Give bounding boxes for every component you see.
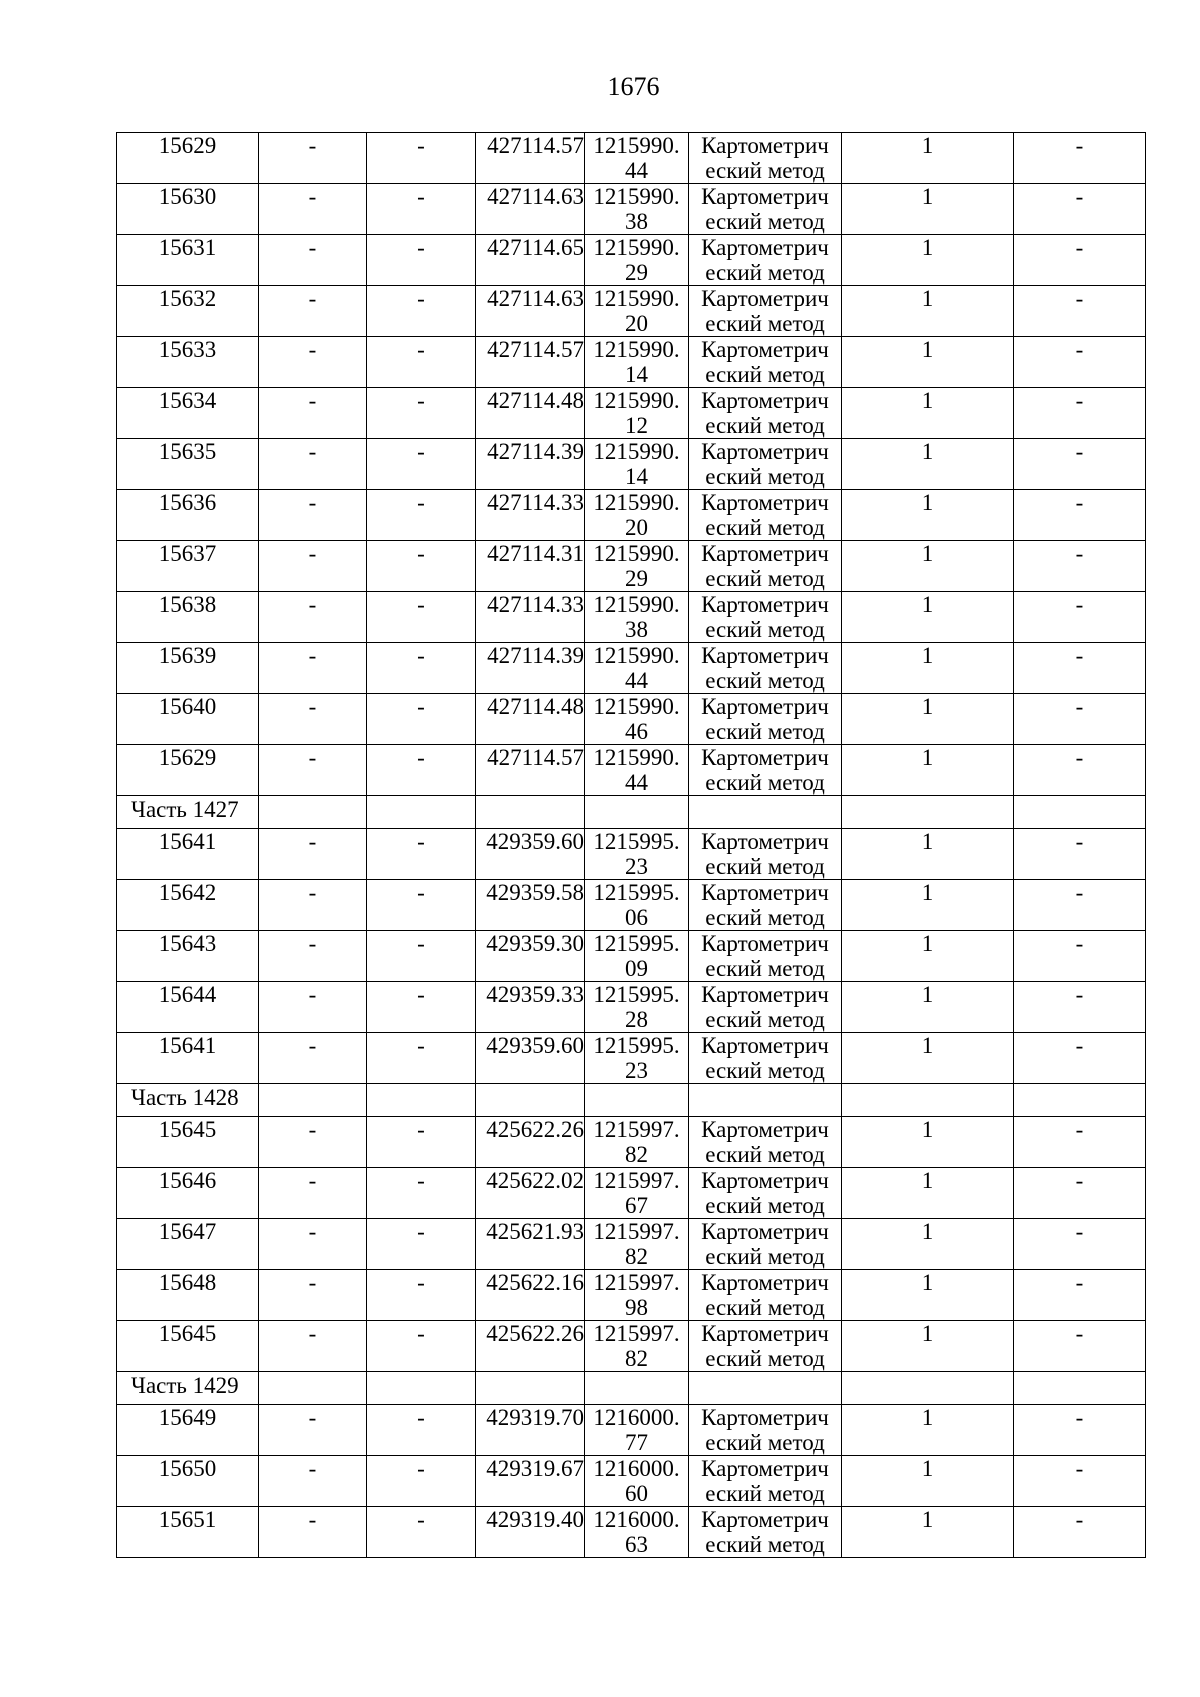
x-coordinate-cell: 427114.39 bbox=[476, 439, 585, 490]
y-coordinate-cell: 1215990. 12 bbox=[585, 388, 689, 439]
note-cell: - bbox=[1014, 931, 1146, 982]
empty-cell bbox=[842, 1084, 1014, 1117]
table-row bbox=[117, 490, 1146, 541]
point-number-cell: 15645 bbox=[117, 1321, 259, 1372]
dash-cell: - bbox=[367, 1219, 476, 1270]
point-number-cell: 15649 bbox=[117, 1405, 259, 1456]
table-row bbox=[117, 388, 1146, 439]
dash-cell: - bbox=[367, 184, 476, 235]
y-coordinate-cell: 1215990. 44 bbox=[585, 133, 689, 184]
accuracy-cell: 1 bbox=[842, 1033, 1014, 1084]
accuracy-cell: 1 bbox=[842, 1321, 1014, 1372]
x-coordinate-cell: 429319.70 bbox=[476, 1405, 585, 1456]
dash-cell: - bbox=[367, 541, 476, 592]
point-number-cell: 15632 bbox=[117, 286, 259, 337]
accuracy-cell: 1 bbox=[842, 337, 1014, 388]
accuracy-cell: 1 bbox=[842, 541, 1014, 592]
note-cell: - bbox=[1014, 694, 1146, 745]
dash-cell: - bbox=[259, 592, 367, 643]
accuracy-cell: 1 bbox=[842, 439, 1014, 490]
y-coordinate-cell: 1215995. 28 bbox=[585, 982, 689, 1033]
y-coordinate-cell: 1215997. 98 bbox=[585, 1270, 689, 1321]
x-coordinate-cell: 427114.48 bbox=[476, 694, 585, 745]
accuracy-cell: 1 bbox=[842, 133, 1014, 184]
page-number: 1676 bbox=[607, 72, 660, 101]
table-row bbox=[117, 880, 1146, 931]
method-cell: Картометрич еский метод bbox=[689, 133, 842, 184]
x-coordinate-cell: 427114.48 bbox=[476, 388, 585, 439]
empty-cell bbox=[476, 1372, 585, 1405]
method-cell: Картометрич еский метод bbox=[689, 745, 842, 796]
empty-cell bbox=[689, 1084, 842, 1117]
point-number-cell: 15646 bbox=[117, 1168, 259, 1219]
note-cell: - bbox=[1014, 1507, 1146, 1558]
dash-cell: - bbox=[259, 1405, 367, 1456]
point-number-cell: 15629 bbox=[117, 745, 259, 796]
empty-cell bbox=[367, 1372, 476, 1405]
dash-cell: - bbox=[259, 1219, 367, 1270]
part-label: Часть 1427 bbox=[117, 796, 259, 829]
y-coordinate-cell: 1215997. 67 bbox=[585, 1168, 689, 1219]
dash-cell: - bbox=[259, 1507, 367, 1558]
x-coordinate-cell: 427114.33 bbox=[476, 592, 585, 643]
note-cell: - bbox=[1014, 1321, 1146, 1372]
note-cell: - bbox=[1014, 745, 1146, 796]
note-cell: - bbox=[1014, 1033, 1146, 1084]
y-coordinate-cell: 1215995. 09 bbox=[585, 931, 689, 982]
x-coordinate-cell: 425622.26 bbox=[476, 1117, 585, 1168]
empty-cell bbox=[1014, 796, 1146, 829]
table-row bbox=[117, 1168, 1146, 1219]
note-cell: - bbox=[1014, 1219, 1146, 1270]
dash-cell: - bbox=[259, 1168, 367, 1219]
empty-cell bbox=[585, 1372, 689, 1405]
dash-cell: - bbox=[367, 1507, 476, 1558]
point-number-cell: 15636 bbox=[117, 490, 259, 541]
table-row bbox=[117, 439, 1146, 490]
table-row bbox=[117, 1456, 1146, 1507]
point-number-cell: 15647 bbox=[117, 1219, 259, 1270]
x-coordinate-cell: 425622.26 bbox=[476, 1321, 585, 1372]
table-row bbox=[117, 1507, 1146, 1558]
point-number-cell: 15645 bbox=[117, 1117, 259, 1168]
dash-cell: - bbox=[367, 1270, 476, 1321]
accuracy-cell: 1 bbox=[842, 1219, 1014, 1270]
method-cell: Картометрич еский метод bbox=[689, 541, 842, 592]
y-coordinate-cell: 1215990. 29 bbox=[585, 235, 689, 286]
dash-cell: - bbox=[259, 745, 367, 796]
accuracy-cell: 1 bbox=[842, 1270, 1014, 1321]
note-cell: - bbox=[1014, 184, 1146, 235]
accuracy-cell: 1 bbox=[842, 490, 1014, 541]
y-coordinate-cell: 1215997. 82 bbox=[585, 1219, 689, 1270]
y-coordinate-cell: 1215990. 14 bbox=[585, 337, 689, 388]
x-coordinate-cell: 429359.58 bbox=[476, 880, 585, 931]
method-cell: Картометрич еский метод bbox=[689, 694, 842, 745]
empty-cell bbox=[689, 796, 842, 829]
x-coordinate-cell: 427114.39 bbox=[476, 643, 585, 694]
x-coordinate-cell: 427114.57 bbox=[476, 133, 585, 184]
x-coordinate-cell: 427114.63 bbox=[476, 184, 585, 235]
method-cell: Картометрич еский метод bbox=[689, 184, 842, 235]
x-coordinate-cell: 425622.16 bbox=[476, 1270, 585, 1321]
method-cell: Картометрич еский метод bbox=[689, 337, 842, 388]
method-cell: Картометрич еский метод bbox=[689, 1219, 842, 1270]
empty-cell bbox=[842, 1372, 1014, 1405]
y-coordinate-cell: 1215990. 20 bbox=[585, 286, 689, 337]
table-row bbox=[117, 745, 1146, 796]
dash-cell: - bbox=[367, 592, 476, 643]
accuracy-cell: 1 bbox=[842, 1405, 1014, 1456]
empty-cell bbox=[367, 796, 476, 829]
accuracy-cell: 1 bbox=[842, 592, 1014, 643]
note-cell: - bbox=[1014, 1270, 1146, 1321]
point-number-cell: 15639 bbox=[117, 643, 259, 694]
y-coordinate-cell: 1216000. 63 bbox=[585, 1507, 689, 1558]
method-cell: Картометрич еский метод bbox=[689, 1507, 842, 1558]
empty-cell bbox=[1014, 1372, 1146, 1405]
table-row bbox=[117, 1033, 1146, 1084]
x-coordinate-cell: 427114.33 bbox=[476, 490, 585, 541]
note-cell: - bbox=[1014, 829, 1146, 880]
empty-cell bbox=[842, 796, 1014, 829]
point-number-cell: 15630 bbox=[117, 184, 259, 235]
accuracy-cell: 1 bbox=[842, 931, 1014, 982]
dash-cell: - bbox=[259, 1270, 367, 1321]
note-cell: - bbox=[1014, 643, 1146, 694]
dash-cell: - bbox=[367, 982, 476, 1033]
dash-cell: - bbox=[259, 133, 367, 184]
y-coordinate-cell: 1215997. 82 bbox=[585, 1321, 689, 1372]
note-cell: - bbox=[1014, 133, 1146, 184]
part-label: Часть 1429 bbox=[117, 1372, 259, 1405]
accuracy-cell: 1 bbox=[842, 829, 1014, 880]
y-coordinate-cell: 1215995. 23 bbox=[585, 1033, 689, 1084]
accuracy-cell: 1 bbox=[842, 184, 1014, 235]
note-cell: - bbox=[1014, 286, 1146, 337]
part-row bbox=[117, 1084, 1146, 1117]
dash-cell: - bbox=[367, 1405, 476, 1456]
y-coordinate-cell: 1215990. 44 bbox=[585, 745, 689, 796]
point-number-cell: 15638 bbox=[117, 592, 259, 643]
y-coordinate-cell: 1215997. 82 bbox=[585, 1117, 689, 1168]
dash-cell: - bbox=[367, 1117, 476, 1168]
accuracy-cell: 1 bbox=[842, 1507, 1014, 1558]
note-cell: - bbox=[1014, 592, 1146, 643]
dash-cell: - bbox=[259, 1321, 367, 1372]
note-cell: - bbox=[1014, 982, 1146, 1033]
coordinates-table bbox=[116, 132, 1146, 1558]
dash-cell: - bbox=[259, 388, 367, 439]
y-coordinate-cell: 1216000. 77 bbox=[585, 1405, 689, 1456]
y-coordinate-cell: 1216000. 60 bbox=[585, 1456, 689, 1507]
dash-cell: - bbox=[367, 1456, 476, 1507]
dash-cell: - bbox=[367, 1033, 476, 1084]
dash-cell: - bbox=[259, 490, 367, 541]
dash-cell: - bbox=[259, 337, 367, 388]
dash-cell: - bbox=[259, 286, 367, 337]
table-row bbox=[117, 235, 1146, 286]
accuracy-cell: 1 bbox=[842, 235, 1014, 286]
dash-cell: - bbox=[259, 694, 367, 745]
table-row bbox=[117, 694, 1146, 745]
x-coordinate-cell: 429359.33 bbox=[476, 982, 585, 1033]
note-cell: - bbox=[1014, 1405, 1146, 1456]
x-coordinate-cell: 427114.65 bbox=[476, 235, 585, 286]
dash-cell: - bbox=[367, 1168, 476, 1219]
dash-cell: - bbox=[259, 931, 367, 982]
dash-cell: - bbox=[367, 490, 476, 541]
table-row bbox=[117, 337, 1146, 388]
dash-cell: - bbox=[259, 184, 367, 235]
accuracy-cell: 1 bbox=[842, 1168, 1014, 1219]
table-row bbox=[117, 592, 1146, 643]
method-cell: Картометрич еский метод bbox=[689, 829, 842, 880]
method-cell: Картометрич еский метод bbox=[689, 592, 842, 643]
dash-cell: - bbox=[259, 880, 367, 931]
table-row bbox=[117, 931, 1146, 982]
empty-cell bbox=[259, 796, 367, 829]
empty-cell bbox=[476, 1084, 585, 1117]
table-body bbox=[117, 133, 1146, 1558]
accuracy-cell: 1 bbox=[842, 388, 1014, 439]
point-number-cell: 15641 bbox=[117, 829, 259, 880]
table-row bbox=[117, 829, 1146, 880]
accuracy-cell: 1 bbox=[842, 286, 1014, 337]
dash-cell: - bbox=[367, 133, 476, 184]
part-label: Часть 1428 bbox=[117, 1084, 259, 1117]
empty-cell bbox=[476, 796, 585, 829]
note-cell: - bbox=[1014, 337, 1146, 388]
x-coordinate-cell: 425622.02 bbox=[476, 1168, 585, 1219]
part-row bbox=[117, 1372, 1146, 1405]
table-row bbox=[117, 541, 1146, 592]
x-coordinate-cell: 429319.40 bbox=[476, 1507, 585, 1558]
dash-cell: - bbox=[259, 643, 367, 694]
accuracy-cell: 1 bbox=[842, 643, 1014, 694]
point-number-cell: 15650 bbox=[117, 1456, 259, 1507]
note-cell: - bbox=[1014, 490, 1146, 541]
method-cell: Картометрич еский метод bbox=[689, 931, 842, 982]
method-cell: Картометрич еский метод bbox=[689, 490, 842, 541]
table-row bbox=[117, 982, 1146, 1033]
y-coordinate-cell: 1215990. 14 bbox=[585, 439, 689, 490]
table-row bbox=[117, 184, 1146, 235]
point-number-cell: 15635 bbox=[117, 439, 259, 490]
method-cell: Картометрич еский метод bbox=[689, 982, 842, 1033]
method-cell: Картометрич еский метод bbox=[689, 1321, 842, 1372]
part-row bbox=[117, 796, 1146, 829]
note-cell: - bbox=[1014, 388, 1146, 439]
dash-cell: - bbox=[367, 388, 476, 439]
point-number-cell: 15641 bbox=[117, 1033, 259, 1084]
method-cell: Картометрич еский метод bbox=[689, 880, 842, 931]
dash-cell: - bbox=[367, 235, 476, 286]
empty-cell bbox=[689, 1372, 842, 1405]
point-number-cell: 15637 bbox=[117, 541, 259, 592]
empty-cell bbox=[259, 1372, 367, 1405]
method-cell: Картометрич еский метод bbox=[689, 1456, 842, 1507]
method-cell: Картометрич еский метод bbox=[689, 235, 842, 286]
table-row bbox=[117, 1270, 1146, 1321]
empty-cell bbox=[585, 796, 689, 829]
x-coordinate-cell: 429359.30 bbox=[476, 931, 585, 982]
note-cell: - bbox=[1014, 1456, 1146, 1507]
empty-cell bbox=[259, 1084, 367, 1117]
point-number-cell: 15634 bbox=[117, 388, 259, 439]
dash-cell: - bbox=[259, 235, 367, 286]
empty-cell bbox=[367, 1084, 476, 1117]
table-row bbox=[117, 1321, 1146, 1372]
point-number-cell: 15643 bbox=[117, 931, 259, 982]
table-row bbox=[117, 1405, 1146, 1456]
dash-cell: - bbox=[367, 643, 476, 694]
x-coordinate-cell: 427114.31 bbox=[476, 541, 585, 592]
y-coordinate-cell: 1215990. 20 bbox=[585, 490, 689, 541]
method-cell: Картометрич еский метод bbox=[689, 643, 842, 694]
note-cell: - bbox=[1014, 1168, 1146, 1219]
y-coordinate-cell: 1215990. 46 bbox=[585, 694, 689, 745]
point-number-cell: 15644 bbox=[117, 982, 259, 1033]
note-cell: - bbox=[1014, 439, 1146, 490]
note-cell: - bbox=[1014, 880, 1146, 931]
y-coordinate-cell: 1215990. 38 bbox=[585, 592, 689, 643]
table-row bbox=[117, 286, 1146, 337]
method-cell: Картометрич еский метод bbox=[689, 1033, 842, 1084]
dash-cell: - bbox=[367, 1321, 476, 1372]
point-number-cell: 15633 bbox=[117, 337, 259, 388]
dash-cell: - bbox=[259, 439, 367, 490]
y-coordinate-cell: 1215990. 44 bbox=[585, 643, 689, 694]
dash-cell: - bbox=[367, 286, 476, 337]
dash-cell: - bbox=[259, 829, 367, 880]
table-row bbox=[117, 1117, 1146, 1168]
y-coordinate-cell: 1215990. 38 bbox=[585, 184, 689, 235]
point-number-cell: 15648 bbox=[117, 1270, 259, 1321]
y-coordinate-cell: 1215990. 29 bbox=[585, 541, 689, 592]
accuracy-cell: 1 bbox=[842, 1456, 1014, 1507]
accuracy-cell: 1 bbox=[842, 982, 1014, 1033]
method-cell: Картометрич еский метод bbox=[689, 1405, 842, 1456]
point-number-cell: 15642 bbox=[117, 880, 259, 931]
dash-cell: - bbox=[259, 982, 367, 1033]
accuracy-cell: 1 bbox=[842, 694, 1014, 745]
method-cell: Картометрич еский метод bbox=[689, 1117, 842, 1168]
table-row bbox=[117, 643, 1146, 694]
accuracy-cell: 1 bbox=[842, 880, 1014, 931]
note-cell: - bbox=[1014, 541, 1146, 592]
note-cell: - bbox=[1014, 1117, 1146, 1168]
method-cell: Картометрич еский метод bbox=[689, 1168, 842, 1219]
accuracy-cell: 1 bbox=[842, 745, 1014, 796]
empty-cell bbox=[585, 1084, 689, 1117]
note-cell: - bbox=[1014, 235, 1146, 286]
dash-cell: - bbox=[367, 337, 476, 388]
y-coordinate-cell: 1215995. 23 bbox=[585, 829, 689, 880]
method-cell: Картометрич еский метод bbox=[689, 388, 842, 439]
point-number-cell: 15651 bbox=[117, 1507, 259, 1558]
x-coordinate-cell: 427114.63 bbox=[476, 286, 585, 337]
method-cell: Картометрич еский метод bbox=[689, 286, 842, 337]
x-coordinate-cell: 427114.57 bbox=[476, 337, 585, 388]
point-number-cell: 15631 bbox=[117, 235, 259, 286]
dash-cell: - bbox=[367, 745, 476, 796]
x-coordinate-cell: 429319.67 bbox=[476, 1456, 585, 1507]
dash-cell: - bbox=[367, 880, 476, 931]
method-cell: Картометрич еский метод bbox=[689, 1270, 842, 1321]
point-number-cell: 15629 bbox=[117, 133, 259, 184]
dash-cell: - bbox=[367, 829, 476, 880]
point-number-cell: 15640 bbox=[117, 694, 259, 745]
accuracy-cell: 1 bbox=[842, 1117, 1014, 1168]
dash-cell: - bbox=[367, 439, 476, 490]
table-row bbox=[117, 133, 1146, 184]
x-coordinate-cell: 427114.57 bbox=[476, 745, 585, 796]
table-row bbox=[117, 1219, 1146, 1270]
y-coordinate-cell: 1215995. 06 bbox=[585, 880, 689, 931]
dash-cell: - bbox=[367, 931, 476, 982]
x-coordinate-cell: 429359.60 bbox=[476, 1033, 585, 1084]
method-cell: Картометрич еский метод bbox=[689, 439, 842, 490]
dash-cell: - bbox=[367, 694, 476, 745]
x-coordinate-cell: 429359.60 bbox=[476, 829, 585, 880]
dash-cell: - bbox=[259, 1117, 367, 1168]
x-coordinate-cell: 425621.93 bbox=[476, 1219, 585, 1270]
dash-cell: - bbox=[259, 1033, 367, 1084]
empty-cell bbox=[1014, 1084, 1146, 1117]
dash-cell: - bbox=[259, 1456, 367, 1507]
dash-cell: - bbox=[259, 541, 367, 592]
